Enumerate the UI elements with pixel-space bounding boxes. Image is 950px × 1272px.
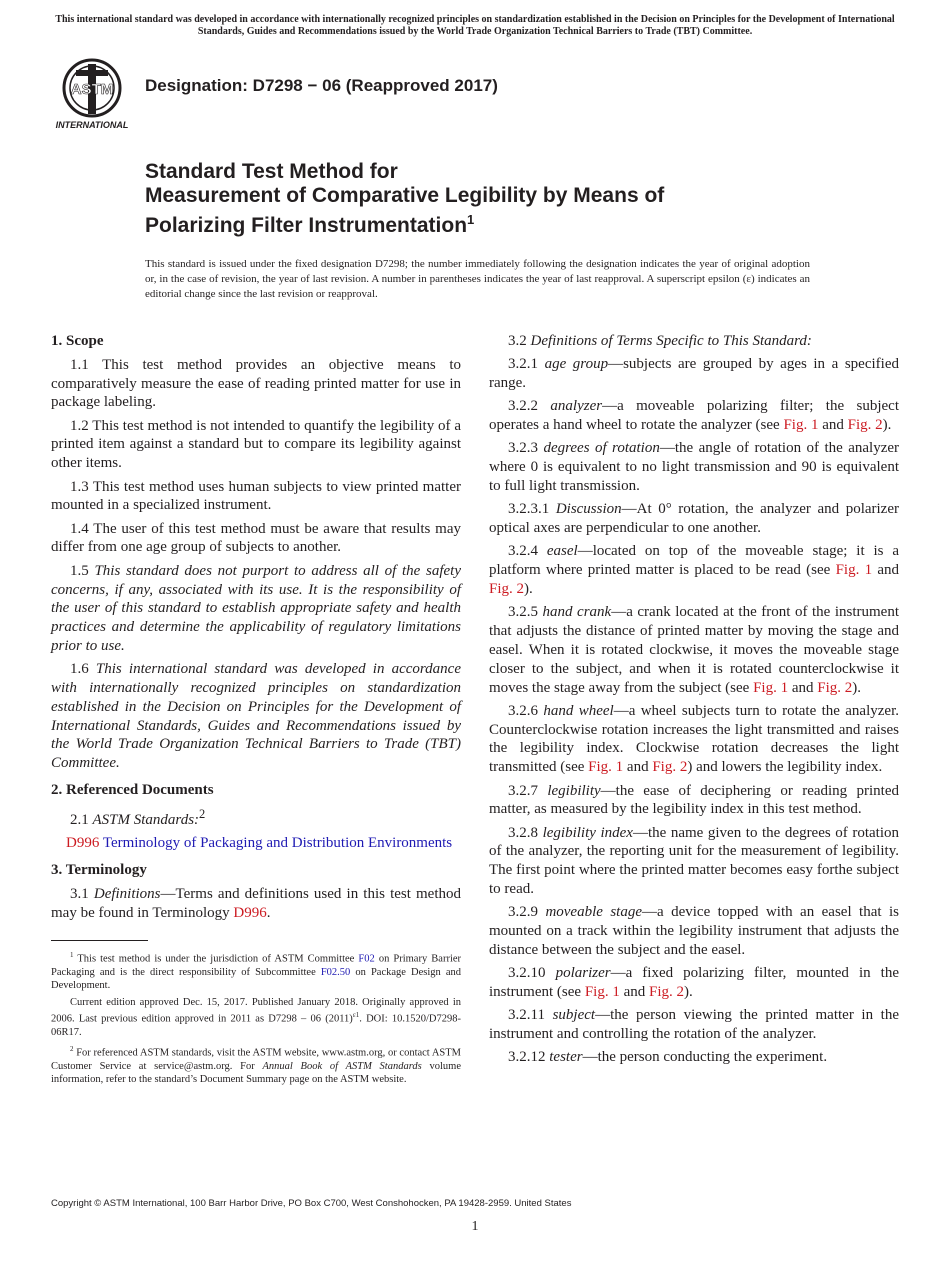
- fig2-link[interactable]: Fig. 2: [652, 759, 688, 776]
- def-3-2-12: 3.2.12 tester—the person conducting the experiment.: [508, 1049, 828, 1066]
- footnote-1: $^1$ This test method is under the jurisdiction of ASTM Committee F02 on Primary Barrier Packaging and is the direct responsibility of Subcommittee F02.50 on Package Design and Development.: [51, 951, 462, 991]
- fig2-link[interactable]: Fig. 2: [817, 679, 853, 696]
- para-1-3: 1.3 This test method uses human subjects to view printed matter mounted in a specialized instrument.: [51, 478, 461, 514]
- fig2-link[interactable]: Fig. 2: [649, 984, 685, 1000]
- d996-link[interactable]: D996: [66, 835, 100, 852]
- reference-d996: [51, 834, 461, 853]
- tbt-notice: This international standard was developed in accordance with internationally recognized principles on standardization established in the Decision on Principles for the Development of International Standards, Guides and Recommendations issued by the World Trade Organization Technical Barriers to Trade (TBT) Committee.: [55, 14, 895, 37]
- scope-heading: 1. Scope: [51, 333, 104, 349]
- fig1-link[interactable]: Fig. 1: [835, 562, 873, 579]
- footnote-divider: [51, 940, 148, 941]
- def-3-2-10: 3.2.10 polarizer—a fixed polarizing filter, mounted in the instrument (see Fig. 1 and Fig. 2).: [489, 965, 900, 1000]
- svg-text:ASTM: ASTM: [70, 81, 114, 98]
- left-column: [51, 332, 461, 1090]
- para-1-4: 1.4 The user of this test method must be aware that results may differ from one age group of subjects to another.: [51, 520, 461, 556]
- d996-title-link[interactable]: Terminology of Packaging and Distribution Environments: [102, 835, 453, 852]
- fig1-link[interactable]: Fig. 1: [783, 417, 819, 434]
- d996-inline-link[interactable]: D996: [233, 904, 267, 921]
- svg-text:INTERNATIONAL: INTERNATIONAL: [55, 120, 129, 130]
- para-3-1: 3.1 Definitions—Terms and definitions used in this test method may be found in Terminology D996.: [51, 885, 462, 921]
- document-title: [145, 160, 845, 238]
- fig2-link[interactable]: Fig. 2: [489, 581, 525, 598]
- astm-logo: [52, 56, 136, 132]
- para-3-2: 3.2 Definitions of Terms Specific to This Standard:: [508, 333, 812, 349]
- title-line-2: Measurement of Comparative Legibility by Means of: [145, 184, 665, 207]
- def-3-2-11: 3.2.11 subject—the person viewing the printed matter in the instrument and controlling the rotation of the analyzer.: [489, 1007, 900, 1043]
- def-3-2-3-1: 3.2.3.1 Discussion—At 0° rotation, the analyzer and polarizer optical axes are perpendicular to one another.: [489, 501, 899, 537]
- para-1-6: 1.6 This international standard was developed in accordance with internationally recognized principles on standardization established in the Decision on Principles for the Development of International Standards, Guides and Recommendations issued by the World Trade Organization Technical Barriers to Trade (TBT) Committee.: [51, 661, 462, 772]
- page-number: 1: [471, 1219, 479, 1234]
- refdocs-heading: 2. Referenced Documents: [51, 782, 214, 799]
- para-2-1: 2.1 ASTM Standards:$^2$: [70, 806, 206, 828]
- para-1-1: 1.1 This test method provides an objective means to comparatively measure the ease of reading printed matter for use in package labeling.: [51, 356, 461, 411]
- fig1-link[interactable]: Fig. 1: [588, 759, 624, 776]
- subcommittee-f0250-link[interactable]: F02.50: [320, 966, 351, 978]
- terminology-heading: 3. Terminology: [51, 861, 147, 878]
- para-1-5: 1.5 This standard does not purport to address all of the safety concerns, if any, associated with its use. It is the responsibility of the user of this standard to establish appropriate safety and health practices and determine the applicability of regulatory limitations prior to use.: [51, 562, 462, 654]
- title-line-3: Polarizing Filter Instrumentation: [145, 214, 468, 237]
- title-line-1: Standard Test Method for: [145, 160, 398, 183]
- def-3-2-7: 3.2.7 legibility—the ease of deciphering or reading printed matter, as measured by the legibility index in this test method.: [489, 782, 899, 818]
- def-3-2-4: 3.2.4 easel—located on top of the moveable stage; it is a platform where printed matter is placed to be read (see Fig. 1 and Fig. 2).: [489, 543, 899, 598]
- fig1-link[interactable]: Fig. 1: [753, 679, 789, 696]
- fig2-link[interactable]: Fig. 2: [847, 417, 883, 434]
- para-1-2: 1.2 This test method is not intended to quantify the legibility of a printed item against a standard but to compare its legibility against other items.: [51, 417, 461, 472]
- footnote-1-edition: Current edition approved Dec. 15, 2017. Published January 2018. Originally approved in 2006. Last previous edition approved in 2011 as D7298 – 06 $(2011)^{\varepsilon 1}$. DOI: 10.1520/D7298-06R17.: [51, 997, 462, 1038]
- title-footnote-mark[interactable]: 1: [467, 212, 475, 227]
- def-3-2-1: 3.2.1 age group—subjects are grouped by ages in a specified range.: [489, 356, 899, 392]
- fig1-link[interactable]: Fig. 1: [584, 984, 620, 1000]
- footnote-2: $^2$ For referenced ASTM standards, visit the ASTM website, www.astm.org, or contact ASTM Customer Service at service@astm.org. For Annual Book of ASTM Standards volume information, refer to the standard’s Document Summary page on the ASTM website.: [51, 1045, 462, 1085]
- right-column: [489, 332, 899, 1072]
- def-3-2-2: 3.2.2 analyzer—a moveable polarizing filter; the subject operates a hand wheel to rotate the analyzer (see Fig. 1 and Fig. 2).: [489, 398, 899, 434]
- issuance-statement: This standard is issued under the fixed designation D7298; the number immediately following the designation indicates the year of original adoption or, in the case of revision, the year of last revision. A number in parentheses indicates the year of last reapproval. A superscript epsilon (ε) indicates an editorial change since the last revision or reapproval.: [145, 258, 810, 300]
- def-3-2-9: 3.2.9 moveable stage—a device topped with an easel that is mounted on a track within the legibility instrument that adjusts the distance between the subject and the easel.: [489, 904, 899, 958]
- def-3-2-5: 3.2.5 hand crank—a crank located at the front of the instrument that adjusts the distance of printed matter by moving the stage and easel. When it is rotated clockwise, it moves the moveable stage closer to the subject, and when it is rotated counterclockwise it moves the stage away from the subject (see Fig. 1 and Fig. 2).: [489, 604, 899, 696]
- designation: Designation: D7298 − 06 (Reapproved 2017): [145, 76, 498, 95]
- committee-f02-link[interactable]: F02: [358, 953, 375, 965]
- def-3-2-8: 3.2.8 legibility index—the name given to the degrees of rotation of the analyzer, the reporting unit for the measurement of legibility. The first point where the printed matter becomes easy forthe subject to read.: [489, 824, 899, 898]
- copyright-notice: Copyright © ASTM International, 100 Barr Harbor Drive, PO Box C700, West Conshohocken, PA 19428-2959. United States: [51, 1198, 572, 1209]
- def-3-2-6: 3.2.6 hand wheel—a wheel subjects turn to rotate the analyzer. Counterclockwise rotation increases the light transmitted and raises the legibility index. Clockwise rotation decreases the light transmitted (see Fig. 1 and Fig. 2) and lowers the legibility index.: [489, 702, 899, 776]
- def-3-2-3: 3.2.3 degrees of rotation—the angle of rotation of the analyzer where 0 is equivalent to no light transmission and 90 is equivalent to full light transmission.: [489, 440, 899, 495]
